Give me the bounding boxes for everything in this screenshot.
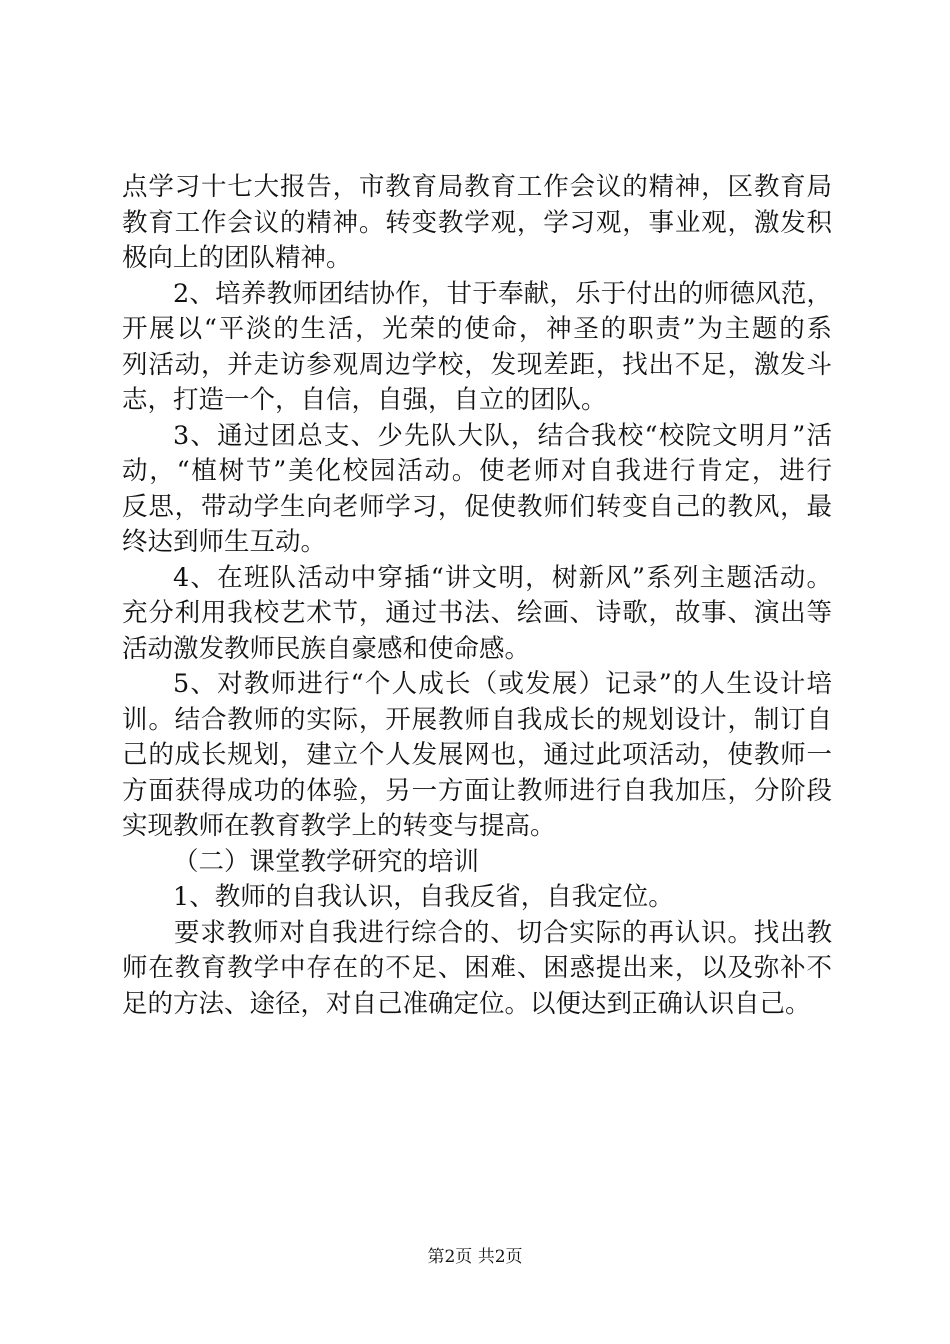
text-line: 训。结合教师的实际，开展教师自我成长的规划设计，制订自 xyxy=(122,704,832,735)
text-line: 开展以“平淡的生活，光荣的使命，神圣的职责”为主题的系 xyxy=(122,314,832,344)
text-line: 终达到师生互动。 xyxy=(122,527,327,557)
section-heading: （二）课堂教学研究的培训 xyxy=(173,846,480,877)
text-line: 方面获得成功的体验，另一方面让教师进行自我加压，分阶段 xyxy=(122,775,832,806)
paragraph-start-line: 要求教师对自我进行综合的、切合实际的再认识。找出教 xyxy=(174,917,832,948)
text-line: 充分利用我校艺术节，通过书法、绘画、诗歌，故事、演出等 xyxy=(122,598,832,628)
paragraph-start-line: 5、对教师进行“个人成长（或发展）记录”的人生设计培 xyxy=(173,669,832,699)
paragraph-start-line: 2、培养教师团结协作，甘于奉献，乐于付出的师德风范， xyxy=(173,278,832,309)
text-line: 足的方法、途径，对自己准确定位。以便达到正确认识自己。 xyxy=(122,988,811,1019)
document-body xyxy=(122,170,832,1022)
text-line: 活动激发教师民族自豪感和使命感。 xyxy=(122,633,531,664)
paragraph-start-line: 3、通过团总支、少先队大队，结合我校“校院文明月”活 xyxy=(173,420,832,451)
text-line: 点学习十七大报告，市教育局教育工作会议的精神，区教育局 xyxy=(122,172,832,202)
text-line: 教育工作会议的精神。转变教学观，学习观，事业观，激发积 xyxy=(122,207,832,238)
text-line: 列活动，并走访参观周边学校，发现差距，找出不足，激发斗 xyxy=(122,349,832,380)
text-line: 实现教师在教育教学上的转变与提高。 xyxy=(122,811,556,841)
text-line: 己的成长规划，建立个人发展网也，通过此项活动，使教师一 xyxy=(122,740,832,770)
text-line: 动，“植树节”美化校园活动。使老师对自我进行肯定，进行 xyxy=(122,456,832,486)
text-line: 师在教育教学中存在的不足、困难、困惑提出来，以及弥补不 xyxy=(122,953,832,983)
paragraph-start-line: 1、教师的自我认识，自我反省，自我定位。 xyxy=(173,882,674,912)
text-line: 反思，带动学生向老师学习，促使教师们转变自己的教风，最 xyxy=(122,491,832,522)
paragraph-start-line: 4、在班队活动中穿插“讲文明，树新风”系列主题活动。 xyxy=(173,562,832,593)
page-number-footer: 第2页 共2页 xyxy=(427,1247,523,1267)
text-line: 志，打造一个，自信，自强，自立的团队。 xyxy=(122,385,607,415)
text-line: 极向上的团队精神。 xyxy=(122,243,352,273)
